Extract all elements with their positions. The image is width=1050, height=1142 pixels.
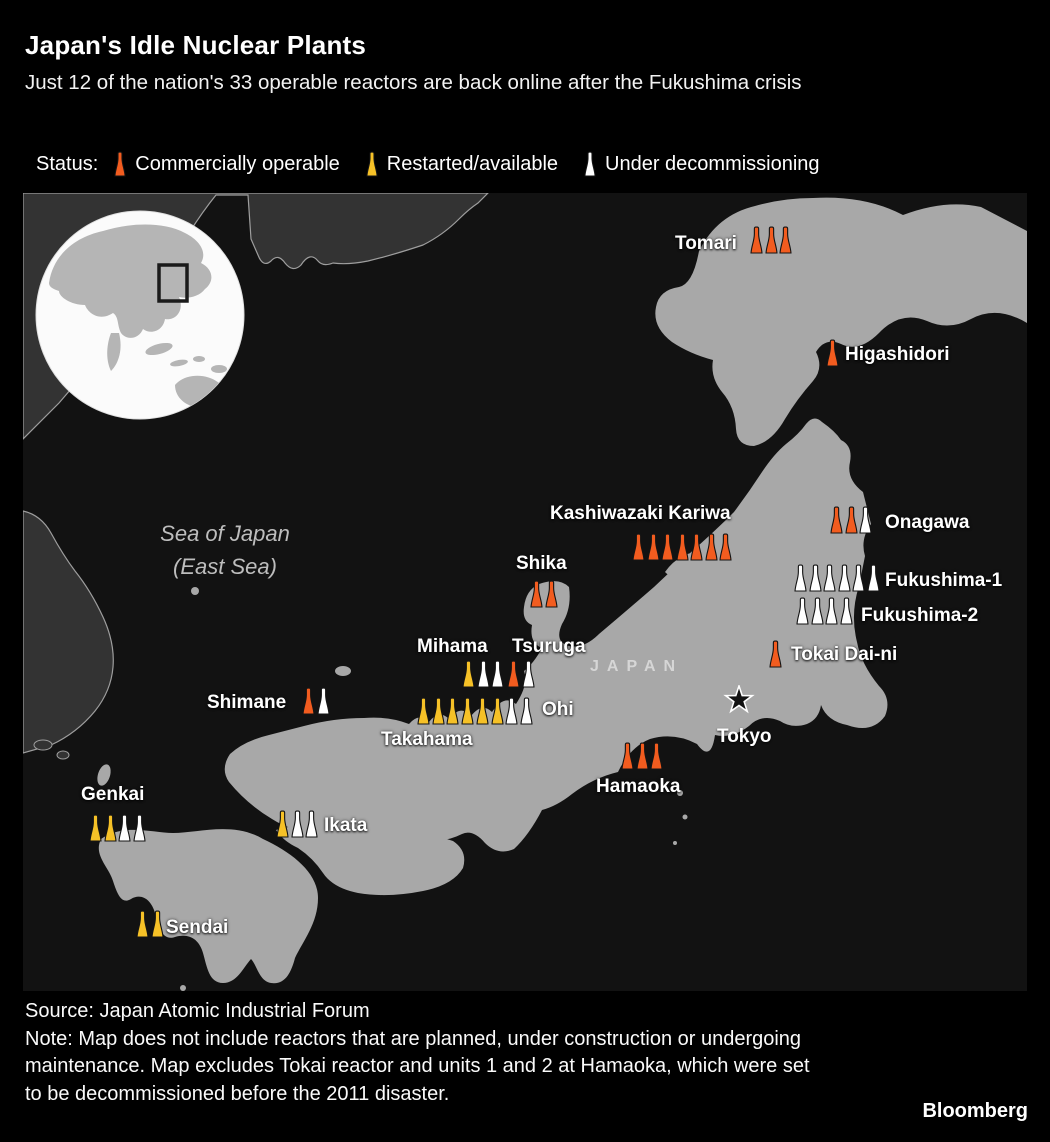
- plant-label-shika: Shika: [516, 553, 567, 574]
- plant-icons-fukushima-1: [794, 564, 880, 592]
- reactor-icon: [476, 697, 489, 725]
- reactor-icon: [305, 810, 318, 838]
- plant-icons-tokai-dai-ni: [769, 640, 782, 668]
- footer-source: Source: Japan Atomic Industrial Forum: [25, 1000, 370, 1022]
- reactor-icon: [769, 640, 782, 668]
- reactor-icon: [114, 150, 126, 178]
- plant-label-fukushima-2: Fukushima-2: [861, 605, 979, 626]
- reactor-icon: [811, 597, 824, 625]
- reactor-icon: [830, 506, 843, 534]
- plant-label-tomari: Tomari: [675, 233, 737, 254]
- reactor-icon: [366, 150, 378, 178]
- reactor-icon: [647, 533, 660, 561]
- reactor-icon: [520, 697, 533, 725]
- plant-icons-ikata: [276, 810, 318, 838]
- bloomberg-logo: Bloomberg: [922, 1100, 1028, 1122]
- sea-of-japan-label: Sea of Japan (East Sea): [160, 521, 290, 579]
- reactor-icon: [291, 810, 304, 838]
- reactor-icon: [705, 533, 718, 561]
- reactor-icon: [530, 580, 543, 608]
- reactor-icon: [845, 506, 858, 534]
- reactor-icon: [151, 910, 164, 938]
- plant-label-kashiwazaki-kariwa: Kashiwazaki Kariwa: [550, 503, 731, 524]
- reactor-icon: [136, 910, 149, 938]
- reactor-icon: [104, 814, 117, 842]
- reactor-icon: [779, 226, 792, 254]
- reactor-icon: [826, 339, 839, 367]
- reactor-icon: [491, 660, 504, 688]
- plant-icons-mihama: [462, 660, 504, 688]
- reactor-icon: [317, 687, 330, 715]
- legend-status-label: Status:: [36, 152, 99, 175]
- reactor-icon: [522, 660, 535, 688]
- plant-icons-tsuruga: [507, 660, 535, 688]
- reactor-icon: [461, 697, 474, 725]
- reactor-icon: [809, 564, 822, 592]
- operable-reactor-icon: [114, 150, 126, 178]
- legend-item-label: Commercially operable: [135, 152, 340, 175]
- footer: [25, 998, 825, 1108]
- legend-item-restarted: [366, 150, 558, 178]
- reactor-icon: [432, 697, 445, 725]
- plant-icons-kashiwazaki-kariwa: [632, 533, 732, 561]
- plant-icons-hamaoka: [621, 742, 663, 770]
- reactor-icon: [584, 150, 596, 178]
- plant-label-hamaoka: Hamaoka: [596, 776, 681, 797]
- reactor-icon: [867, 564, 880, 592]
- plant-label-ikata: Ikata: [324, 815, 368, 836]
- plant-label-fukushima-1: Fukushima-1: [885, 570, 1003, 591]
- plant-icons-shimane: [302, 687, 330, 715]
- reactor-icon: [491, 697, 504, 725]
- plant-label-tokai-dai-ni: Tokai Dai-ni: [791, 644, 898, 665]
- map-panel: [23, 193, 1027, 991]
- reactor-icon: [118, 814, 131, 842]
- plant-label-sendai: Sendai: [166, 917, 229, 938]
- reactor-icon: [823, 564, 836, 592]
- plant-icons-shika: [530, 580, 558, 608]
- plant-label-higashidori: Higashidori: [845, 344, 950, 365]
- reactor-icon: [276, 810, 289, 838]
- reactor-icon: [417, 697, 430, 725]
- legend-item-label: Restarted/available: [386, 152, 559, 175]
- plant-label-mihama: Mihama: [417, 636, 488, 657]
- restarted-reactor-icon: [366, 150, 378, 178]
- reactor-icon: [750, 226, 763, 254]
- reactor-icon: [859, 506, 872, 534]
- reactor-icon: [302, 687, 315, 715]
- reactor-icon: [462, 660, 475, 688]
- japan-country-label: JAPAN: [590, 658, 684, 675]
- plant-icons-fukushima-2: [796, 597, 853, 625]
- reactor-icon: [545, 580, 558, 608]
- reactor-icon: [133, 814, 146, 842]
- reactor-icon: [719, 533, 732, 561]
- legend-items: [114, 150, 845, 178]
- plant-icons-onagawa: [830, 506, 872, 534]
- plant-label-shimane: Shimane: [207, 692, 287, 713]
- reactor-icon: [507, 660, 520, 688]
- plant-icons-takahama: [417, 697, 474, 725]
- reactor-icon: [852, 564, 865, 592]
- reactor-icon: [690, 533, 703, 561]
- legend-item-label: Under decommissioning: [605, 152, 820, 175]
- reactor-icon: [632, 533, 645, 561]
- plant-icons-ohi: [476, 697, 533, 725]
- tokyo-label: Tokyo: [717, 726, 772, 747]
- page-title: Japan's Idle Nuclear Plants: [25, 30, 367, 60]
- footer-note: Note: Map does not include reactors that are planned, under construction or undergoing maintenance. Map excludes Tokai reactor and units 1 and 2 at Hamaoka, which were set to be decommissioned before the 2011 disaster.: [25, 1027, 810, 1105]
- plant-layer: [23, 193, 1027, 991]
- reactor-icon: [446, 697, 459, 725]
- reactor-icon: [477, 660, 490, 688]
- plant-label-tsuruga: Tsuruga: [512, 636, 586, 657]
- reactor-icon: [505, 697, 518, 725]
- reactor-icon: [765, 226, 778, 254]
- plant-label-onagawa: Onagawa: [885, 512, 970, 533]
- legend-item-operable: [114, 150, 340, 178]
- legend: [36, 150, 846, 178]
- plant-icons-higashidori: [826, 339, 839, 367]
- reactor-icon: [621, 742, 634, 770]
- reactor-icon: [840, 597, 853, 625]
- plant-icons-tomari: [750, 226, 792, 254]
- reactor-icon: [661, 533, 674, 561]
- reactor-icon: [796, 597, 809, 625]
- page-subtitle: Just 12 of the nation's 33 operable reactors are back online after the Fukushima crisis: [25, 71, 802, 94]
- decommissioning-reactor-icon: [584, 150, 596, 178]
- plant-icons-genkai: [89, 814, 146, 842]
- reactor-icon: [825, 597, 838, 625]
- reactor-icon: [636, 742, 649, 770]
- legend-item-decommissioning: [584, 150, 820, 178]
- reactor-icon: [650, 742, 663, 770]
- reactor-icon: [794, 564, 807, 592]
- reactor-icon: [676, 533, 689, 561]
- plant-label-genkai: Genkai: [81, 784, 145, 805]
- plant-label-ohi: Ohi: [542, 699, 574, 720]
- plant-icons-sendai: [136, 910, 164, 938]
- reactor-icon: [838, 564, 851, 592]
- reactor-icon: [89, 814, 102, 842]
- plant-label-takahama: Takahama: [381, 729, 473, 750]
